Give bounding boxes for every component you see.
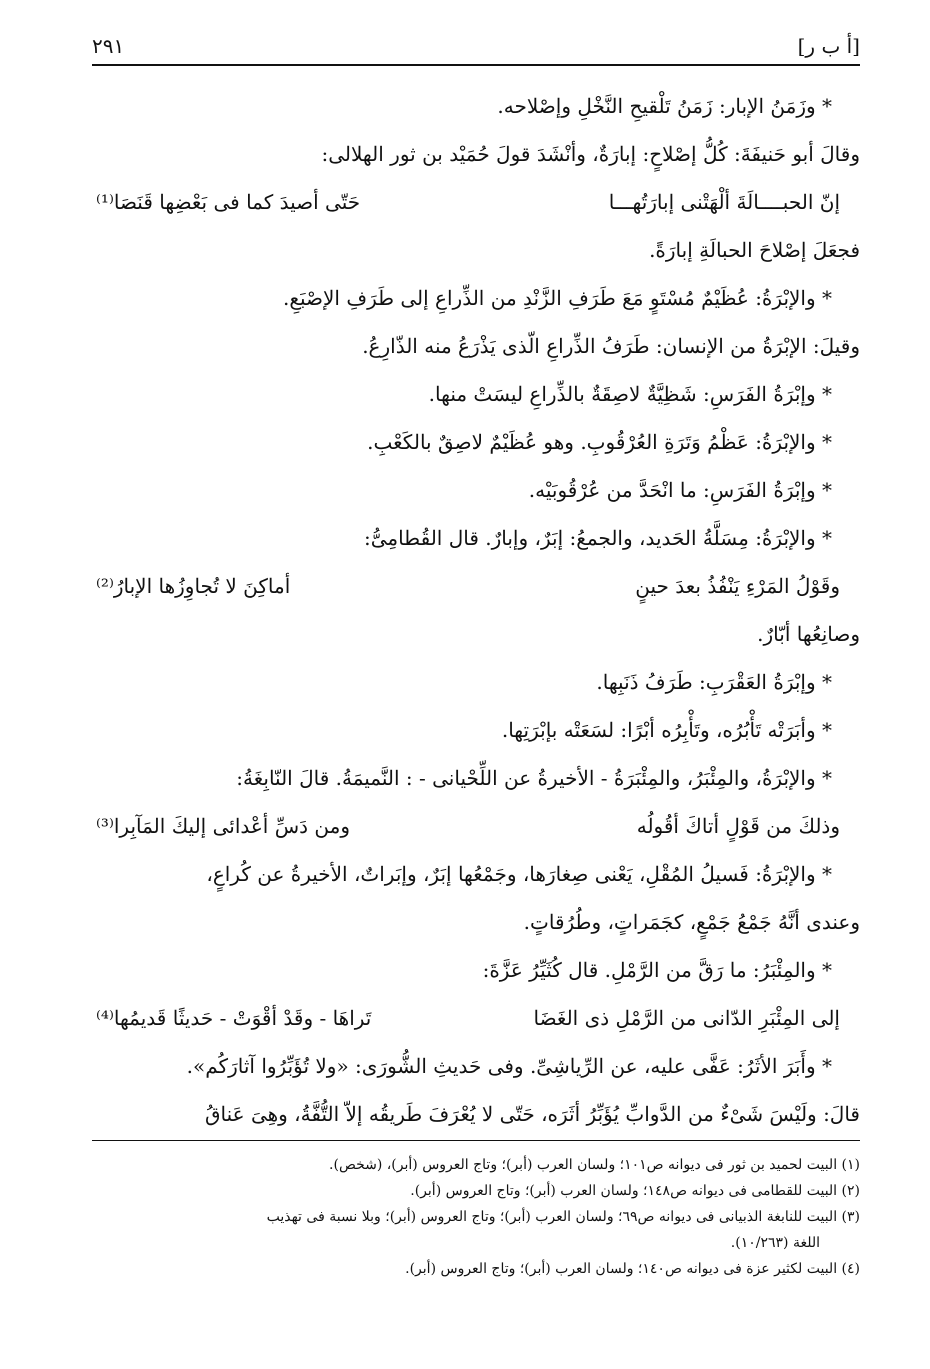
text-line: * وزَمَنُ الإبار: زَمَنُ تَلْقيحِ النَّخْلِ وإصْلاحه. [497,94,832,118]
verse-second-hemistich: تَراهَا - وقَدْ أقْوَتْ - حَديثًا قَديمُها⁽⁴⁾ [96,1006,372,1030]
poetry-verse [92,994,860,1042]
verse-first-hemistich: وقَوْلُ المَرْءِ يَنْفُذُ بعدَ حينٍ [635,574,840,598]
text-line: قالَ: ولَيْسَ شَىْءٌ من الدَّوابِّ يُؤَبِّرُ أثَرَه، حَتّى لا يُعْرَفَ طَريقُه إلاّ التُّفَّةُ، وهِىَ عَناقُ [205,1102,860,1126]
text-line: * والإبْرَةُ: فَسيلُ المُقْلِ، يَعْنى صِغارَها، وجَمْعُها إبَرٌ، وإبَراتٌ، الأخيرةُ عن كُراعٍ، [206,862,832,886]
verse-second-hemistich: أماكِنَ لا تُجاوِزُها الإبارُ⁽²⁾ [96,574,291,598]
text-line: فجعَلَ إصْلاحَ الحبالَةِ إبارَةً. [649,238,860,262]
text-line: * وإبْرَةُ العَقْرَبِ: طَرَفُ ذَنَبِها. [596,670,832,694]
text-line: وصانِعُها أبّارٌ. [757,622,860,646]
footnote: (٢) البيت للقطامى فى ديوانه ص١٤٨؛ ولسان العرب (أبر)؛ وتاج العروس (أبر). [410,1183,860,1199]
text-line: وقالَ أبو حَنيفَةَ: كُلُّ إصْلاحٍ: إبارَةٌ، وأنْشَدَ قولَ حُمَيْد بن ثور الهلالى: [321,142,860,166]
poetry-verse [92,802,860,850]
footnote-rule [92,1140,860,1141]
text-line: * والإبْرَةُ، والمِئْبَرُ، والمِئْبَرَةُ - الأخيرةُ عن اللِّحْيانى - : النَّميمَةُ. قالَ النّابِغَةُ: [236,766,832,790]
section-root-label: [أ ب ر] [797,34,860,58]
verse-second-hemistich: ومن دَسِّ أعْدائى إليكَ المَآبِرا⁽³⁾ [96,814,350,838]
poetry-verse [92,562,860,610]
text-line: وعندى أنَّهُ جَمْعُ جَمْعٍ، كجَمَراتٍ، وطُرُقاتٍ. [523,910,860,934]
main-text [92,82,860,1138]
text-line: * والإبْرَةُ: عَظْمُ وَتَرَةِ العُرْقُوبِ. وهو عُظَيْمٌ لاصِقٌ بالكَعْبِ. [367,430,832,454]
footnotes [92,1152,860,1282]
page-number: ٢٩١ [92,34,125,58]
footnote: (٤) البيت لكثير عزة فى ديوانه ص١٤٠؛ ولسان العرب (أبر)؛ وتاج العروس (أبر). [405,1261,860,1277]
verse-first-hemistich: إلى المِئْبَرِ الدّانى من الرَّمْلِ ذى الغَضَا [533,1006,840,1030]
poetry-verse [92,178,860,226]
text-line: وقيلَ: الإبْرَةُ من الإنسان: طَرَفُ الذِّراعِ الّذى يَذْرَعُ منه الذّارِعُ. [362,334,860,358]
text-line: * وأبَرَتْه تَأْبُرُه، وتَأْبِرُه أبْرًا: لسَعَتْه بإبْرَتِها. [501,718,832,742]
text-line: * وأَبَرَ الأثَرُ: عَفَّى عليه، عن الرِّياشِىِّ. وفى حَديثِ الشُّورَى: «ولا تُؤَبِّرُوا آثارَكُم». [186,1054,832,1078]
header-rule [92,64,860,66]
footnote-continuation: اللغة (١٠/٢٦٣). [730,1235,820,1251]
verse-first-hemistich: إنّ الحبــــالَةَ ألْهَتْنى إبارَتُهـــا [608,190,840,214]
verse-second-hemistich: حَتّى أصيدَ كما فى بَعْضِها قَنَصَا⁽¹⁾ [96,190,361,214]
text-line: * والمِئْبَرُ: ما رَقَّ من الرَّمْلِ. قال كُثَيِّرُ عَزَّةَ: [482,958,832,982]
page-header [92,22,860,58]
footnote: (٣) البيت للنابغة الذبيانى فى ديوانه ص٦٩؛ ولسان العرب (أبر)؛ وتاج العروس (أبر)؛ وبلا نسبة فى تهذيب [266,1209,860,1225]
text-line: * والإبْرَةُ: عُظَيْمٌ مُسْتَوٍ مَعَ طَرَفِ الزَّنْدِ من الذِّراعِ إلى طَرَفِ الإصْبَعِ. [283,286,832,310]
text-line: * وإبْرَةُ الفَرَسِ: ما انْحَدَّ من عُرْقُوبَيْه. [528,478,832,502]
footnote: (١) البيت لحميد بن ثور فى ديوانه ص١٠١؛ ولسان العرب (أبر)؛ وتاج العروس (أبر)، (شخص). [329,1157,860,1173]
text-line: * وإبْرَةُ الفَرَسِ: شَظِيَّةٌ لاصِقَةٌ بالذِّراعِ ليسَتْ منها. [428,382,832,406]
text-line: * والإبْرَةُ: مِسَلَّةُ الحَديد، والجمعُ: إبَرٌ، وإبارٌ. قال القُطامِىُّ: [363,526,832,550]
verse-first-hemistich: وذلكَ من قَوْلٍ أتاكَ أقُولُه [636,814,840,838]
